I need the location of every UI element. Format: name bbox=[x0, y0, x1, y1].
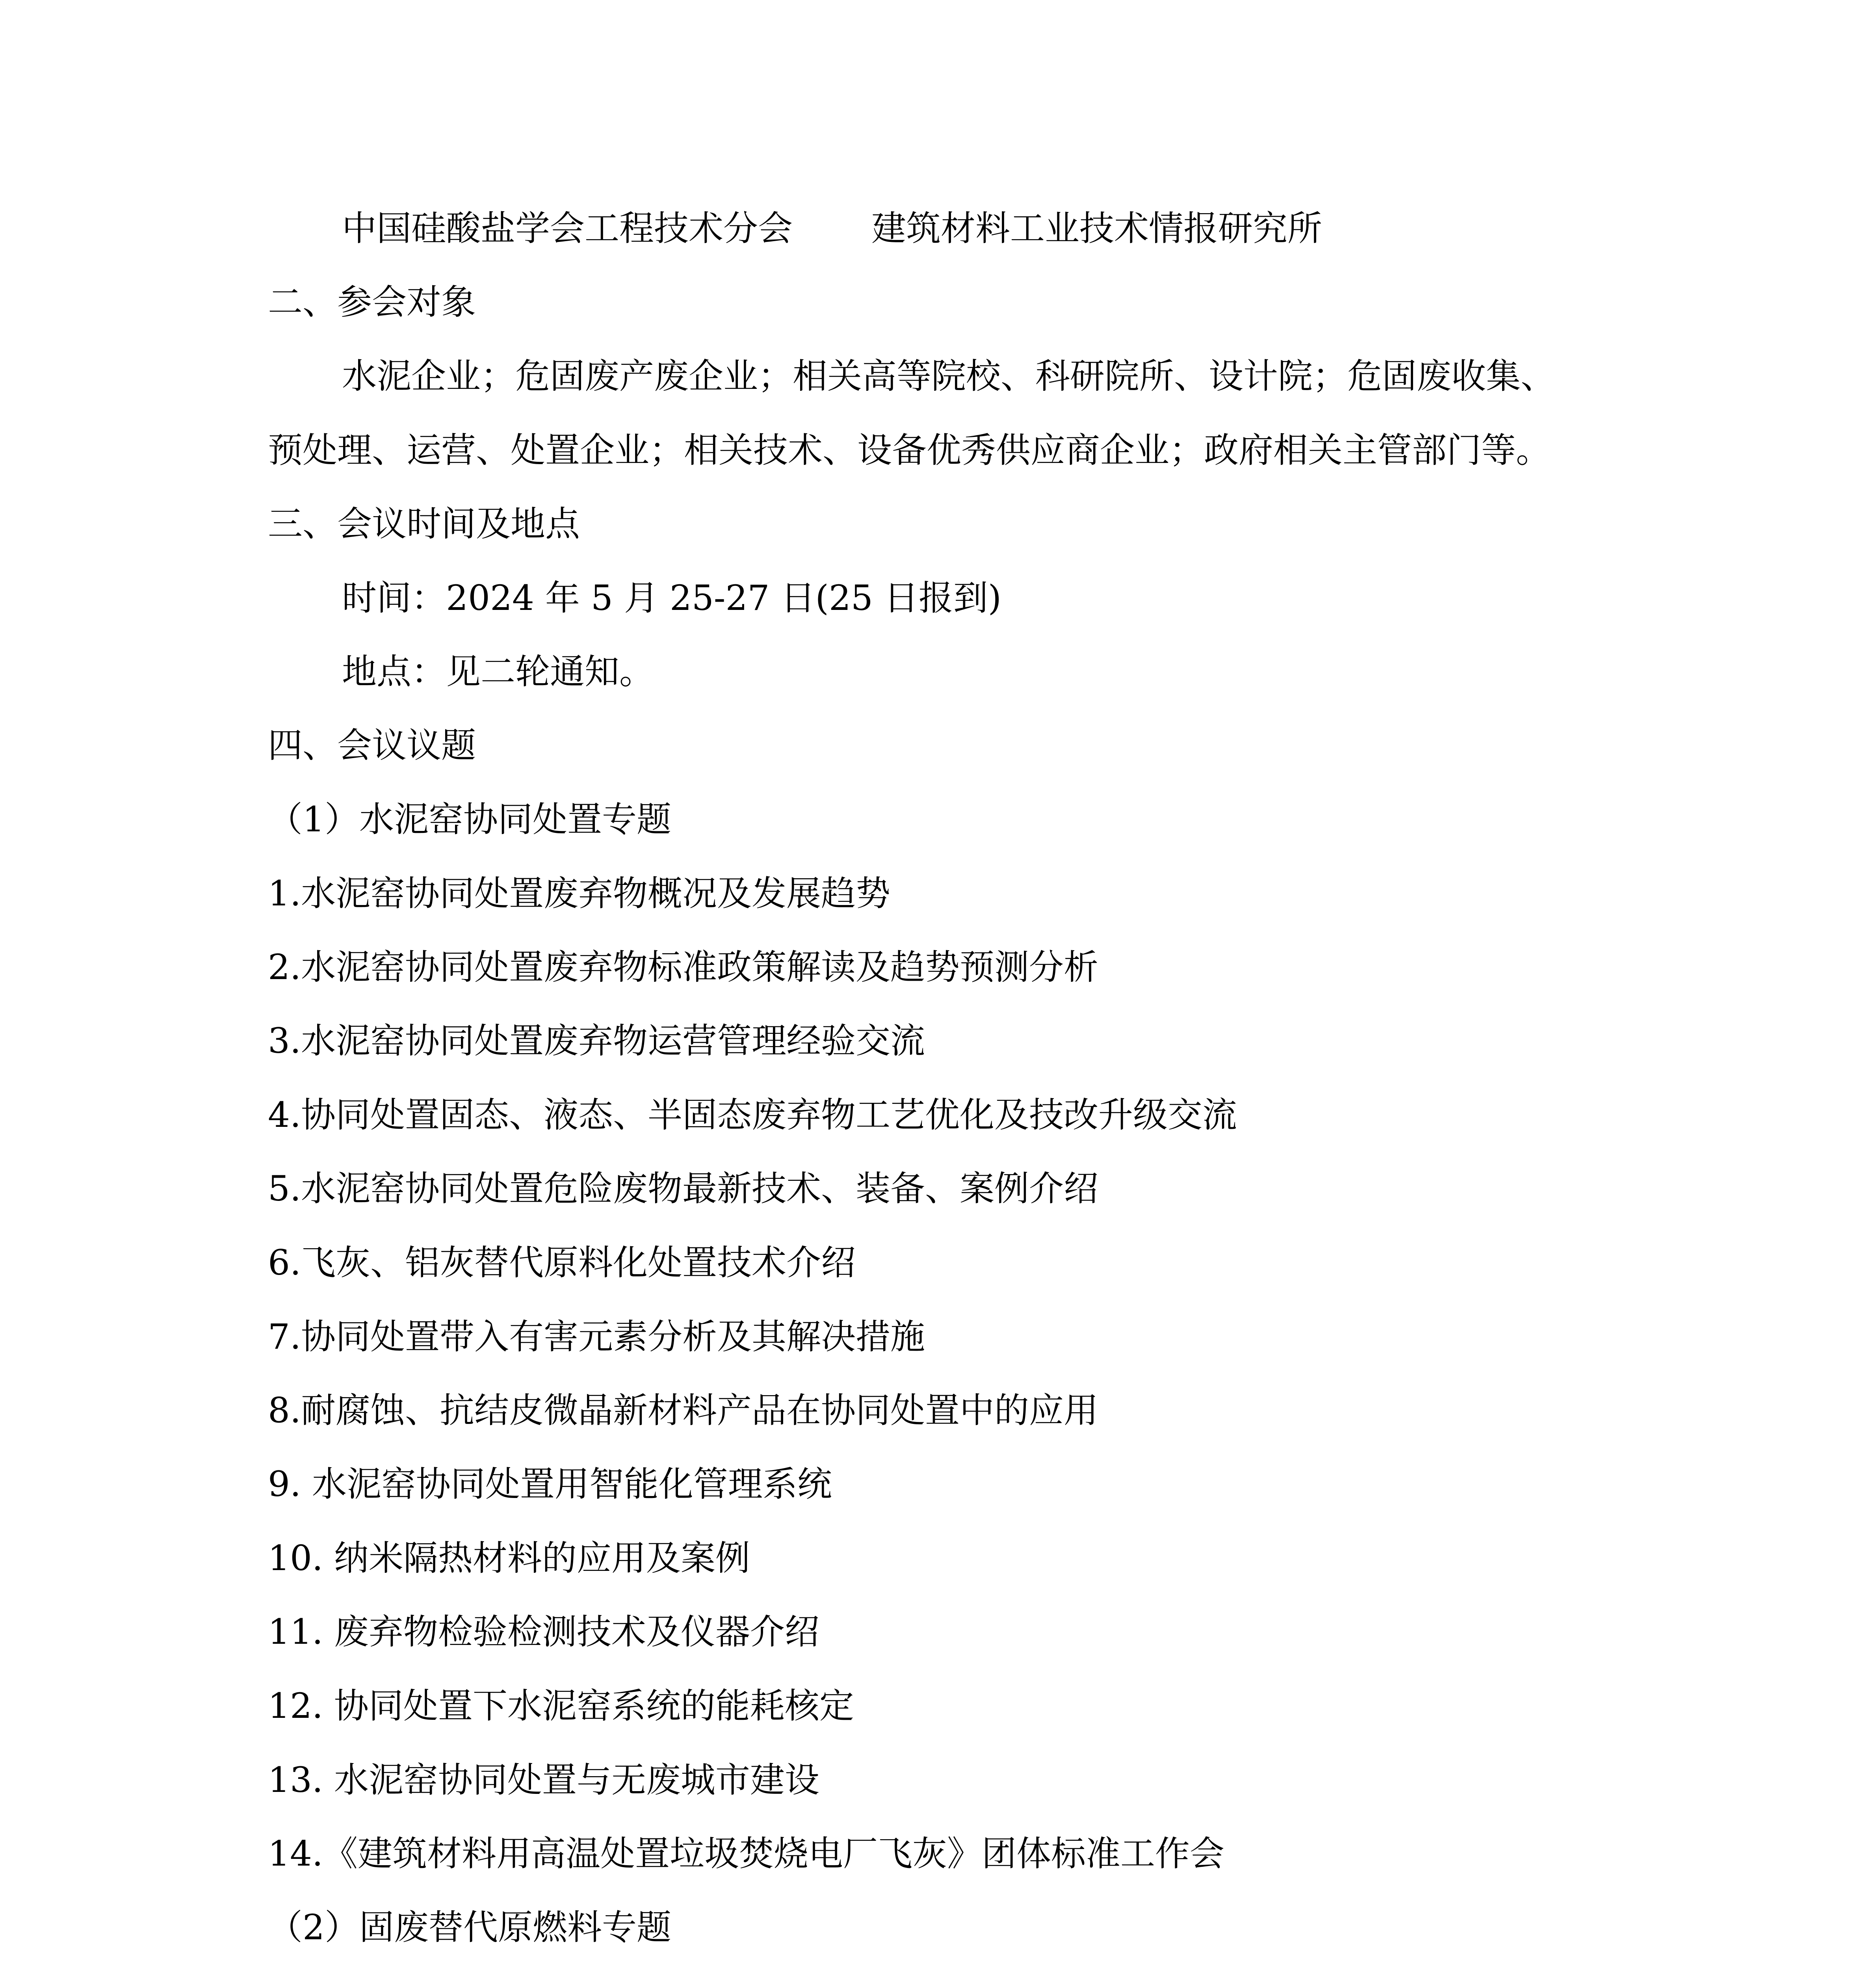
topic-1-item: 5.水泥窑协同处置危险废物最新技术、装备、案例介绍 bbox=[268, 1168, 1098, 1209]
meeting-place: 地点：见二轮通知。 bbox=[342, 651, 654, 692]
topic-1-item: 1.水泥窑协同处置废弃物概况及发展趋势 bbox=[268, 873, 890, 914]
topic-1-item: 2.水泥窑协同处置废弃物标准政策解读及趋势预测分析 bbox=[268, 947, 1098, 987]
section-2-body-line-2: 预处理、运营、处置企业；相关技术、设备优秀供应商企业；政府相关主管部门等。 bbox=[268, 430, 1551, 470]
topic-1-item: 7.协同处置带入有害元素分析及其解决措施 bbox=[268, 1316, 925, 1357]
section-4-heading: 四、会议议题 bbox=[268, 725, 476, 766]
topic-1-item: 3.水泥窑协同处置废弃物运营管理经验交流 bbox=[268, 1020, 925, 1061]
topic-1-item: 11. 废弃物检验检测技术及仪器介绍 bbox=[268, 1611, 819, 1652]
topic-1-item: 10. 纳米隔热材料的应用及案例 bbox=[268, 1538, 750, 1578]
topic-1-item: 12. 协同处置下水泥窑系统的能耗核定 bbox=[268, 1686, 854, 1726]
organizer-right: 建筑材料工业技术情报研究所 bbox=[871, 208, 1322, 249]
section-3-heading: 三、会议时间及地点 bbox=[268, 504, 580, 544]
meeting-time: 时间：2024 年 5 月 25-27 日(25 日报到) bbox=[342, 578, 1002, 618]
topic-2-title: （2）固废替代原燃料专题 bbox=[268, 1907, 671, 1948]
section-2-body-line-1: 水泥企业；危固废产废企业；相关高等院校、科研院所、设计院；危固废收集、 bbox=[342, 356, 1556, 396]
topic-1-item: 13. 水泥窑协同处置与无废城市建设 bbox=[268, 1760, 819, 1800]
topic-1-item: 14.《建筑材料用高温处置垃圾焚烧电厂飞灰》团体标准工作会 bbox=[268, 1833, 1224, 1874]
organizer-left: 中国硅酸盐学会工程技术分会 bbox=[342, 208, 793, 249]
topic-1-item: 6.飞灰、铝灰替代原料化处置技术介绍 bbox=[268, 1242, 856, 1283]
section-2-heading: 二、参会对象 bbox=[268, 282, 476, 322]
topic-1-item: 8.耐腐蚀、抗结皮微晶新材料产品在协同处置中的应用 bbox=[268, 1390, 1098, 1431]
topic-1-title: （1）水泥窑协同处置专题 bbox=[268, 799, 671, 840]
topic-1-item: 4.协同处置固态、液态、半固态废弃物工艺优化及技改升级交流 bbox=[268, 1095, 1237, 1135]
organizers-line bbox=[342, 205, 1322, 252]
topic-1-item: 9. 水泥窑协同处置用智能化管理系统 bbox=[268, 1464, 832, 1504]
